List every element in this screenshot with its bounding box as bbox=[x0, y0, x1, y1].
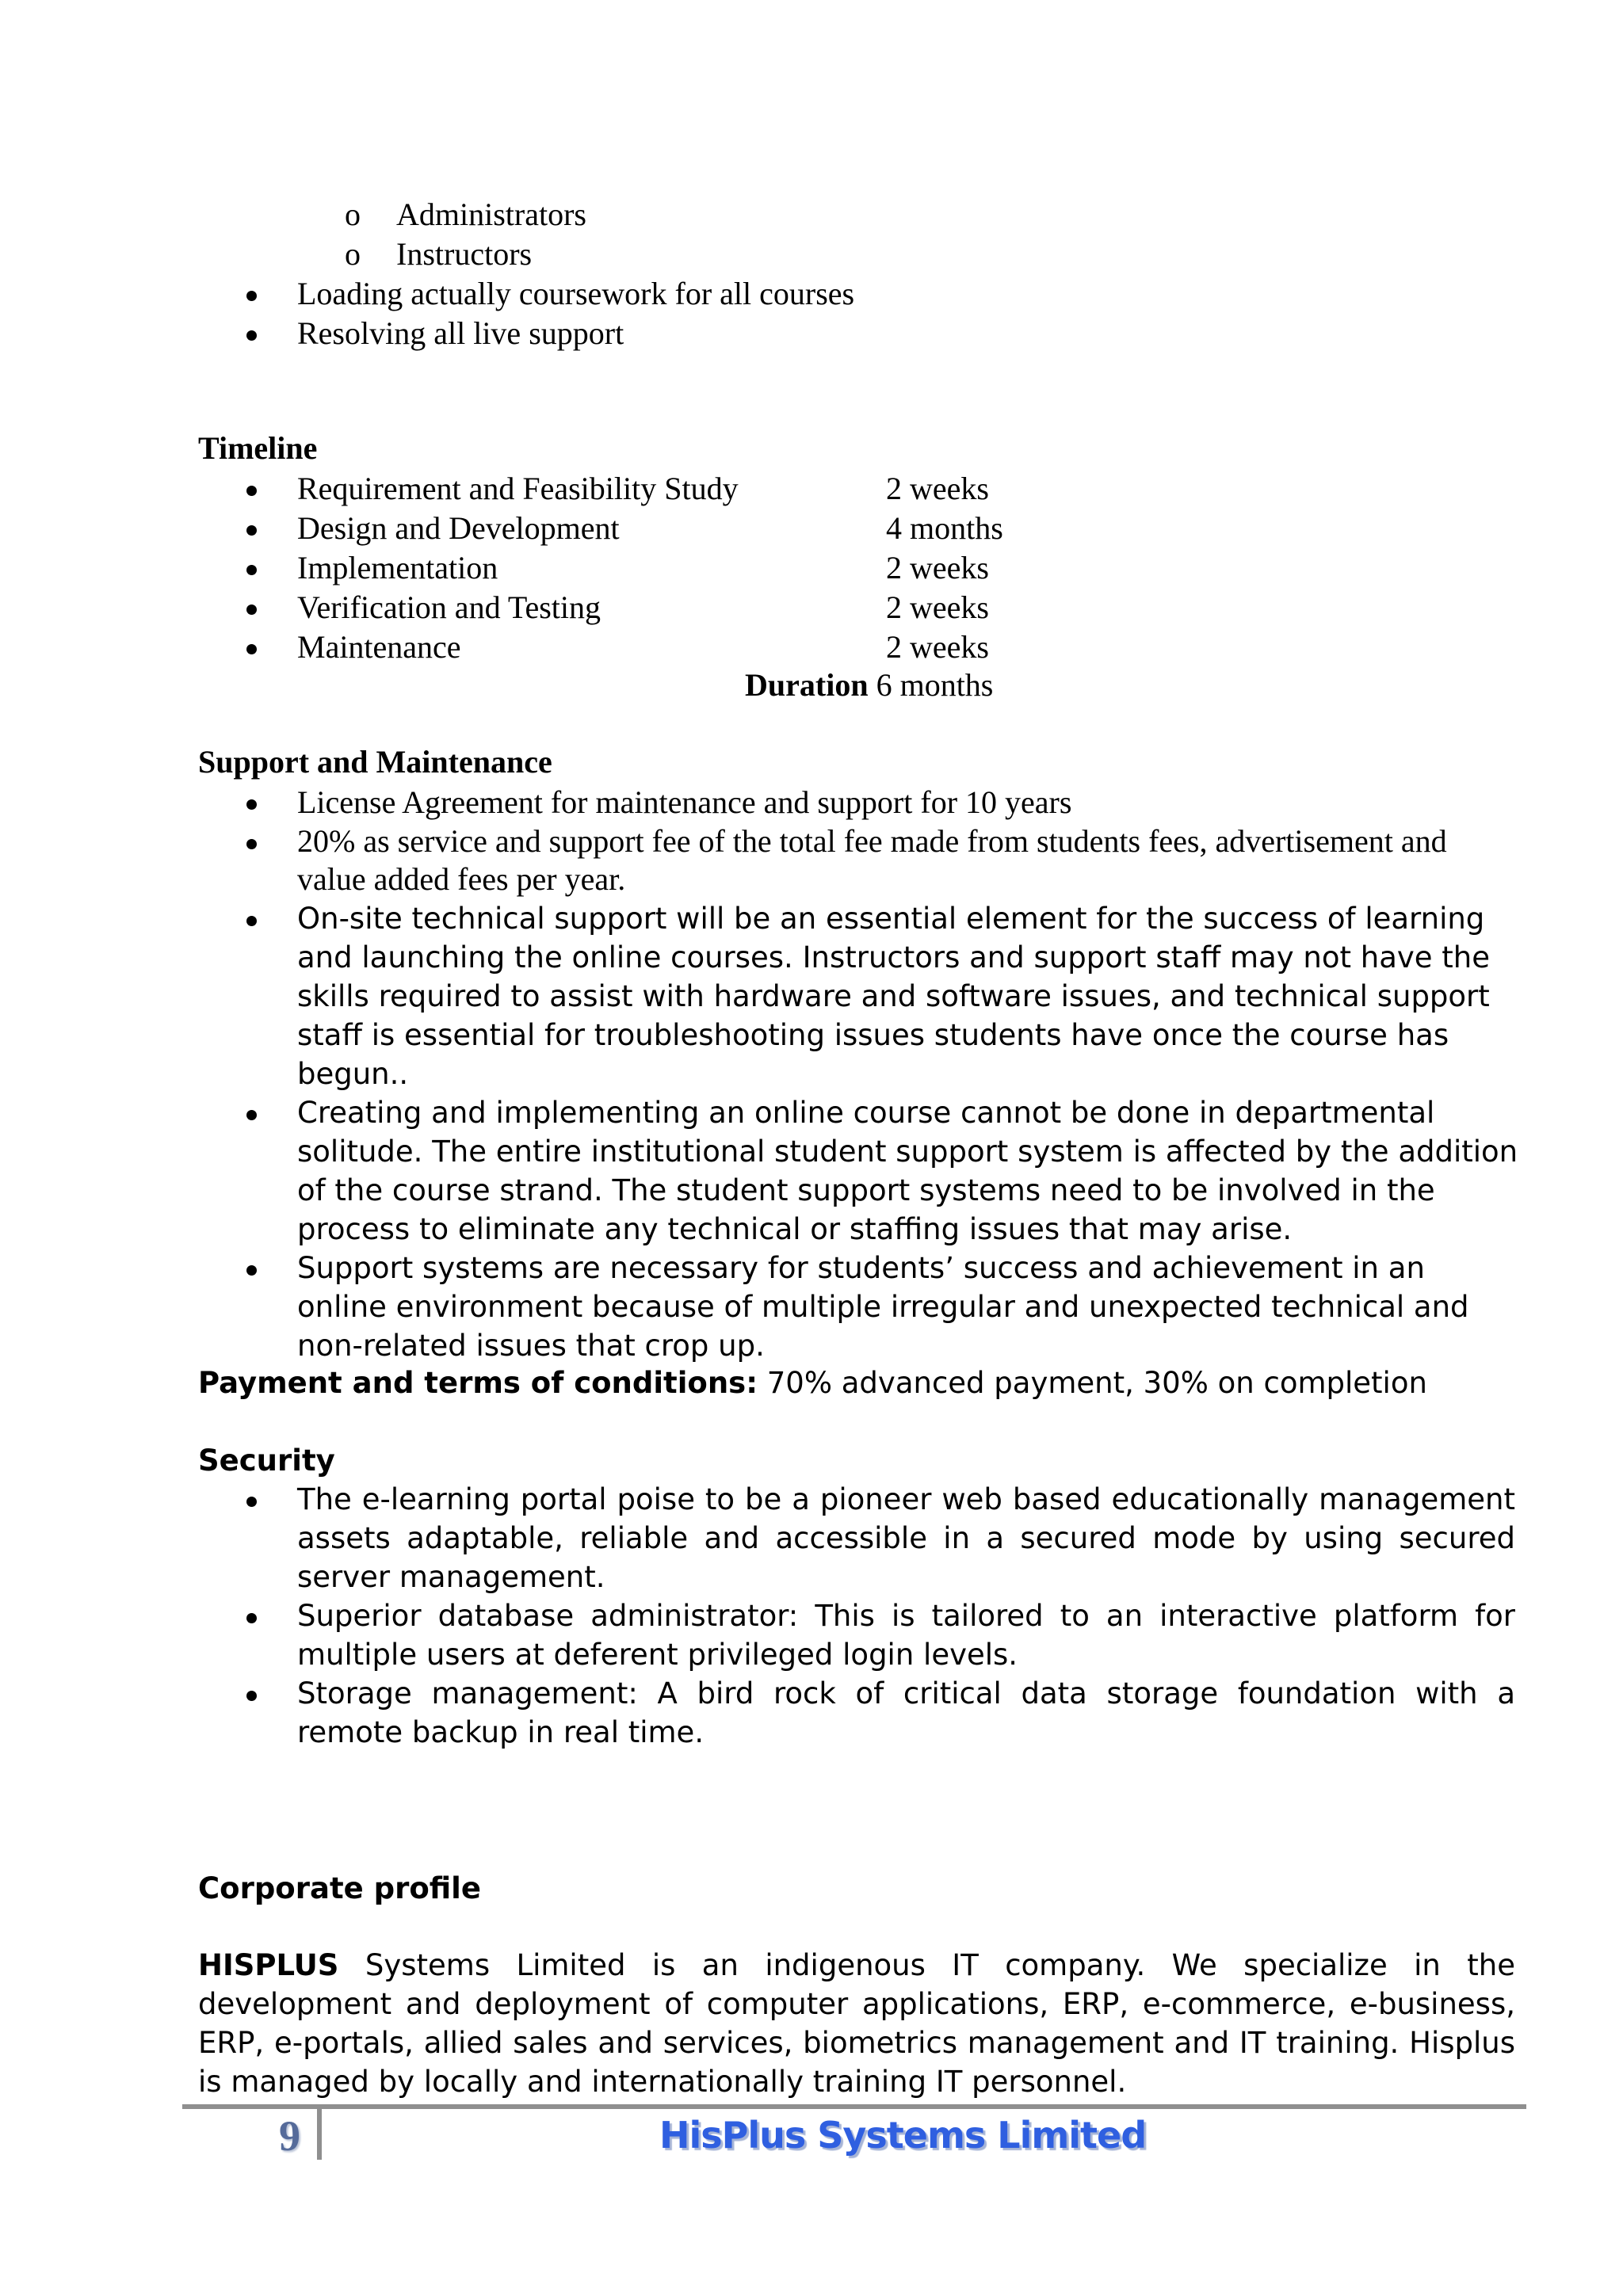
list-item bbox=[198, 274, 854, 314]
bullet-icon bbox=[246, 1613, 257, 1623]
top-list bbox=[198, 274, 854, 353]
list-item-text: 20% as service and support fee of the total fee made from students fees, advertisement and value added fees per year. bbox=[297, 823, 1447, 897]
payment-label: Payment and terms of conditions: bbox=[198, 1366, 758, 1400]
timeline-row bbox=[198, 469, 1070, 509]
list-item-text: Support systems are necessary for students’ success and achievement in an online environment because of multiple irregular and unexpected technical and non-related issues that crop up. bbox=[297, 1251, 1469, 1363]
bullet-icon bbox=[246, 839, 257, 849]
list-item bbox=[198, 1596, 1515, 1674]
bullet-icon bbox=[246, 486, 257, 496]
timeline-duration: 2 weeks bbox=[886, 589, 989, 625]
security-list bbox=[198, 1480, 1515, 1752]
sub-list bbox=[297, 195, 586, 274]
payment-text: 70% advanced payment, 30% on completion bbox=[758, 1366, 1427, 1400]
timeline-row bbox=[198, 627, 1070, 667]
list-item bbox=[198, 1249, 1522, 1365]
timeline-row bbox=[198, 548, 1070, 588]
bullet-icon bbox=[246, 605, 257, 615]
bullet-icon bbox=[246, 1497, 257, 1507]
list-item-text: Storage management: A bird rock of critical data storage foundation with a remote backup in real time. bbox=[297, 1676, 1515, 1749]
circle-bullet-icon: o bbox=[345, 236, 361, 272]
bullet-icon bbox=[246, 291, 257, 301]
corporate-paragraph bbox=[198, 1946, 1515, 2101]
support-list-continued bbox=[198, 899, 1522, 1365]
timeline-row bbox=[198, 588, 1070, 627]
corporate-text: Systems Limited is an indigenous IT company. We specialize in the development and deployment of computer applications, ERP, e-commerce, e-business, ERP, e-portals, allied sales and services, biometrics management and IT training. Hisplus is managed by locally and internationally training IT personnel. bbox=[198, 1948, 1515, 2099]
list-item bbox=[198, 1480, 1515, 1596]
timeline-task: Verification and Testing bbox=[297, 589, 601, 625]
list-item-text: Creating and implementing an online course cannot be done in departmental solitude. The entire institutional student support system is affected by the addition of the course strand. The student support systems need to be involved in the process to eliminate any technical or staffing issues that may arise. bbox=[297, 1096, 1518, 1246]
timeline-total-label: Duration bbox=[745, 667, 869, 703]
list-item-text: License Agreement for maintenance and support for 10 years bbox=[297, 784, 1072, 820]
support-heading: Support and Maintenance bbox=[198, 744, 552, 780]
security-heading: Security bbox=[198, 1444, 335, 1478]
support-list bbox=[198, 783, 1498, 898]
timeline-task: Design and Development bbox=[297, 510, 620, 546]
list-item bbox=[198, 1093, 1522, 1249]
sub-list-item-text: Instructors bbox=[396, 236, 533, 272]
page-number: 9 bbox=[279, 2112, 300, 2160]
list-item-text: On-site technical support will be an essential element for the success of learning and launching the online courses. Instructors and support staff may not have the skills required to assist with hardware and software issues, and technical support staff is essential for troubleshooting issues students have once the course has begun.. bbox=[297, 902, 1491, 1091]
timeline-task: Requirement and Feasibility Study bbox=[297, 471, 739, 506]
timeline-task: Implementation bbox=[297, 550, 498, 585]
list-item bbox=[198, 314, 854, 353]
list-item-text: The e-learning portal poise to be a pioneer web based educationally management assets adaptable, reliable and accessible in a secured mode by using secured server management. bbox=[297, 1482, 1515, 1594]
footer-brand: HisPlus Systems Limited bbox=[659, 2114, 1147, 2157]
timeline-duration: 2 weeks bbox=[886, 629, 989, 665]
company-name: HISPLUS bbox=[198, 1948, 339, 1982]
bullet-icon bbox=[246, 1265, 257, 1276]
timeline-task: Maintenance bbox=[297, 629, 461, 665]
sub-list-item-text: Administrators bbox=[396, 196, 586, 232]
sub-list-item bbox=[297, 195, 586, 235]
bullet-icon bbox=[246, 525, 257, 536]
bullet-icon bbox=[246, 916, 257, 926]
timeline-duration: 4 months bbox=[886, 510, 1003, 546]
list-item-text: Superior database administrator: This is tailored to an interactive platform for multiple users at deferent privileged login levels. bbox=[297, 1599, 1515, 1672]
payment-terms bbox=[198, 1363, 1427, 1402]
bullet-icon bbox=[246, 565, 257, 575]
timeline-total bbox=[745, 666, 993, 705]
timeline-total-value: 6 months bbox=[876, 667, 994, 703]
bullet-icon bbox=[246, 330, 257, 341]
corporate-heading: Corporate profile bbox=[198, 1871, 481, 1905]
bullet-icon bbox=[246, 644, 257, 654]
page-number-divider bbox=[317, 2109, 322, 2160]
timeline-duration: 2 weeks bbox=[886, 550, 989, 585]
list-item-text: Loading actually coursework for all courses bbox=[297, 276, 855, 311]
sub-list-item bbox=[297, 235, 586, 274]
bullet-icon bbox=[246, 1110, 257, 1120]
timeline-row bbox=[198, 509, 1070, 548]
footer-rule bbox=[182, 2104, 1526, 2109]
list-item bbox=[198, 783, 1498, 822]
list-item-text: Resolving all live support bbox=[297, 315, 624, 351]
bullet-icon bbox=[246, 1691, 257, 1701]
timeline-heading: Timeline bbox=[198, 430, 318, 466]
list-item bbox=[198, 899, 1522, 1093]
timeline-duration: 2 weeks bbox=[886, 471, 989, 506]
circle-bullet-icon: o bbox=[345, 196, 361, 232]
bullet-icon bbox=[246, 799, 257, 810]
list-item bbox=[198, 822, 1498, 898]
list-item bbox=[198, 1674, 1515, 1752]
